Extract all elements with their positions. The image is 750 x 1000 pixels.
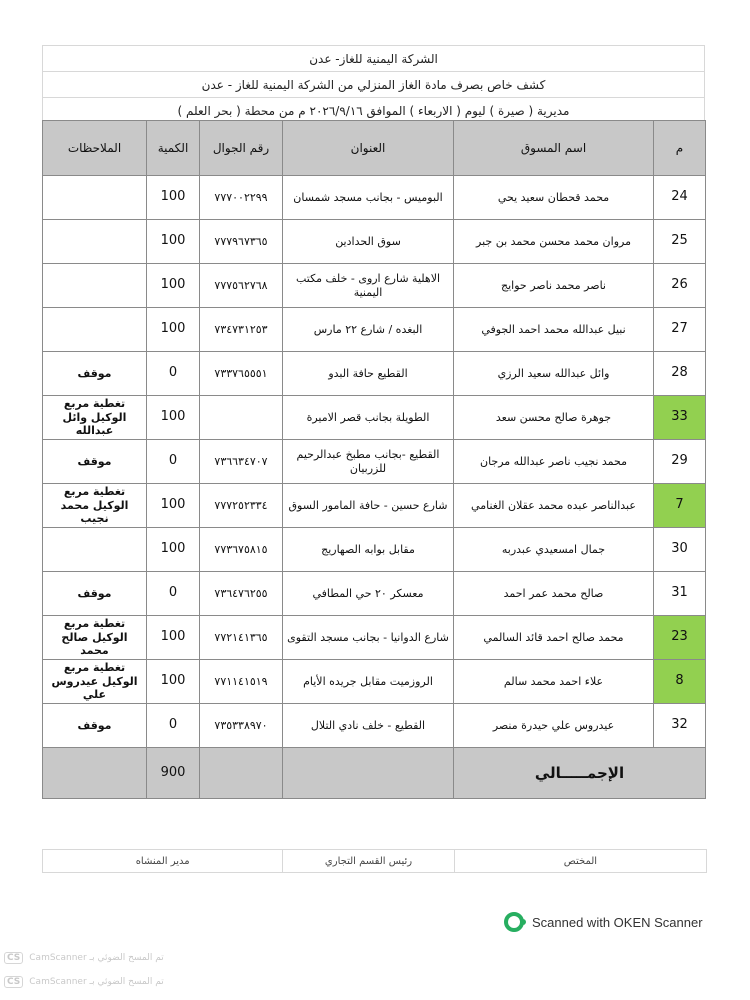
cell-address: شارع الدوانيا - بجانب مسجد التقوى: [283, 616, 454, 660]
cell-marketer-name: محمد نجيب ناصر عبدالله مرجان: [454, 440, 654, 484]
table-row: [43, 484, 706, 528]
total-row: [43, 748, 706, 799]
total-empty-address: [283, 748, 454, 799]
cell-num: 27: [654, 308, 706, 352]
cell-phone: ٧٣٦٦٣٤٧٠٧: [200, 440, 283, 484]
company-title: الشركة اليمنية للغاز- عدن: [42, 45, 705, 71]
table-row: [43, 704, 706, 748]
scanner-label: Scanned with OKEN Scanner: [532, 914, 703, 930]
table-body: [43, 176, 706, 748]
cell-quantity: 100: [147, 660, 200, 704]
scanner-badge: [504, 912, 703, 932]
signature-specialist: المختص: [454, 850, 706, 872]
cell-address: البوميس - بجانب مسجد شمسان: [283, 176, 454, 220]
cell-num: 25: [654, 220, 706, 264]
document-subtitle: كشف خاص بصرف مادة الغاز المنزلي من الشركة اليمنية للغاز - عدن: [42, 71, 705, 97]
table-row: [43, 176, 706, 220]
cell-marketer-name: ناصر محمد ناصر حوايج: [454, 264, 654, 308]
cell-notes: [43, 528, 147, 572]
cell-marketer-name: عبدالناصر عبده محمد عقلان الغنامي: [454, 484, 654, 528]
cell-quantity: 100: [147, 484, 200, 528]
cell-phone: ٧٧١١٤١٥١٩: [200, 660, 283, 704]
cell-quantity: 100: [147, 396, 200, 440]
cell-address: القطيع - خلف نادي التلال: [283, 704, 454, 748]
camscanner-logo-icon: CS: [4, 952, 23, 964]
cell-num: 29: [654, 440, 706, 484]
cell-quantity: 0: [147, 704, 200, 748]
cell-marketer-name: علاء احمد محمد سالم: [454, 660, 654, 704]
cell-quantity: 100: [147, 176, 200, 220]
cell-marketer-name: نبيل عبدالله محمد احمد الجوفي: [454, 308, 654, 352]
total-label: الإجمـــــالي: [454, 748, 706, 799]
cell-num: 8: [654, 660, 706, 704]
cell-phone: ٧٣٤٧٣١٢٥٣: [200, 308, 283, 352]
cell-notes: [43, 220, 147, 264]
cell-address: سوق الحدادين: [283, 220, 454, 264]
cell-num: 23: [654, 616, 706, 660]
cell-quantity: 100: [147, 308, 200, 352]
total-empty-notes: [43, 748, 147, 799]
cell-quantity: 0: [147, 440, 200, 484]
cell-address: الطويلة بجانب قصر الاميرة: [283, 396, 454, 440]
header-name: اسم المسوق: [454, 121, 654, 176]
cell-num: 26: [654, 264, 706, 308]
cell-num: 28: [654, 352, 706, 396]
cell-marketer-name: محمد قحطان سعيد يحي: [454, 176, 654, 220]
table-row: [43, 396, 706, 440]
header-num: م: [654, 121, 706, 176]
cell-phone: ٧٧٧٥٦٢٧٦٨: [200, 264, 283, 308]
cell-num: 32: [654, 704, 706, 748]
cell-address: القطيع -بجانب مطبخ عبدالرحيم للزربيان: [283, 440, 454, 484]
cell-num: 31: [654, 572, 706, 616]
cell-phone: ٧٣٥٣٣٨٩٧٠: [200, 704, 283, 748]
cell-address: مقابل بوابه الصهاريج: [283, 528, 454, 572]
cell-marketer-name: عيدروس علي حيدرة منصر: [454, 704, 654, 748]
cell-notes: [43, 176, 147, 220]
signature-commercial-head: رئيس القسم التجاري: [282, 850, 453, 872]
cell-notes: موقف: [43, 352, 147, 396]
cell-quantity: 100: [147, 264, 200, 308]
cell-num: 33: [654, 396, 706, 440]
cell-marketer-name: جوهرة صالح محسن سعد: [454, 396, 654, 440]
document-header: [42, 45, 705, 123]
cell-phone: ٧٧٧٩٦٧٣٦٥: [200, 220, 283, 264]
cell-phone: [200, 396, 283, 440]
cell-quantity: 0: [147, 352, 200, 396]
cell-phone: ٧٣٦٤٧٦٢٥٥: [200, 572, 283, 616]
header-notes: الملاحظات: [43, 121, 147, 176]
cell-num: 24: [654, 176, 706, 220]
table-row: [43, 528, 706, 572]
cell-notes: موقف: [43, 440, 147, 484]
oken-scanner-icon: [504, 912, 524, 932]
camscanner-watermark: [4, 952, 164, 964]
cell-notes: تغطية مربع الوكيل محمد نجيب: [43, 484, 147, 528]
cell-notes: موقف: [43, 704, 147, 748]
cell-marketer-name: محمد صالح احمد قائد السالمي: [454, 616, 654, 660]
table-row: [43, 440, 706, 484]
cell-notes: [43, 308, 147, 352]
cell-phone: ٧٧٧٠٠٢٢٩٩: [200, 176, 283, 220]
cell-marketer-name: صالح محمد عمر احمد: [454, 572, 654, 616]
table-row: [43, 308, 706, 352]
camscanner-watermark: [4, 976, 164, 988]
camscanner-watermark-text: CamScanner تم المسح الضوئي بـ: [29, 977, 164, 987]
signature-facility-manager: مدير المنشاه: [135, 855, 190, 867]
cell-notes: [43, 264, 147, 308]
cell-address: البغده / شارع ٢٢ مارس: [283, 308, 454, 352]
cell-num: 30: [654, 528, 706, 572]
table-header-row: [43, 121, 706, 176]
cell-phone: ٧٧٣٦٧٥٨١٥: [200, 528, 283, 572]
table-row: [43, 572, 706, 616]
cell-notes: تغطية مربع الوكيل عيدروس علي: [43, 660, 147, 704]
signature-row: [42, 849, 707, 873]
total-quantity: 900: [147, 748, 200, 799]
table-row: [43, 660, 706, 704]
table-row: [43, 616, 706, 660]
cell-notes: موقف: [43, 572, 147, 616]
cell-phone: ٧٧٢١٤١٣٦٥: [200, 616, 283, 660]
header-phone: رقم الجوال: [200, 121, 283, 176]
total-empty-phone: [200, 748, 283, 799]
cell-address: الاهلية شارع اروى - خلف مكتب اليمنية: [283, 264, 454, 308]
table-row: [43, 220, 706, 264]
cell-num: 7: [654, 484, 706, 528]
cell-address: معسكر ٢٠ حي المطافي: [283, 572, 454, 616]
cell-address: شارع حسين - حافة المامور السوق: [283, 484, 454, 528]
cell-marketer-name: وائل عبدالله سعيد الرزي: [454, 352, 654, 396]
camscanner-logo-icon: CS: [4, 976, 23, 988]
cell-notes: تغطية مربع الوكيل صالح محمد: [43, 616, 147, 660]
cell-quantity: 100: [147, 616, 200, 660]
cell-address: القطيع حافة البدو: [283, 352, 454, 396]
header-qty: الكمية: [147, 121, 200, 176]
table-row: [43, 264, 706, 308]
distribution-table: [42, 120, 706, 799]
camscanner-watermark-text: CamScanner تم المسح الضوئي بـ: [29, 953, 164, 963]
table-row: [43, 352, 706, 396]
cell-phone: ٧٣٣٧٦٥٥٥١: [200, 352, 283, 396]
cell-marketer-name: جمال امسعيدي عبدربه: [454, 528, 654, 572]
cell-quantity: 0: [147, 572, 200, 616]
header-address: العنوان: [283, 121, 454, 176]
cell-marketer-name: مروان محمد محسن محمد بن جبر: [454, 220, 654, 264]
cell-quantity: 100: [147, 528, 200, 572]
cell-notes: تغطية مربع الوكيل وائل عبدالله: [43, 396, 147, 440]
cell-address: الروزميت مقابل جريده الأيام: [283, 660, 454, 704]
document-info-line: مديرية ( صيرة ) ليوم ( الاربعاء ) الموافق ٢٠٢٦/٩/١٦ م من محطة ( بحر العلم ): [42, 97, 705, 123]
cell-phone: ٧٧٧٢٥٢٣٣٤: [200, 484, 283, 528]
cell-quantity: 100: [147, 220, 200, 264]
